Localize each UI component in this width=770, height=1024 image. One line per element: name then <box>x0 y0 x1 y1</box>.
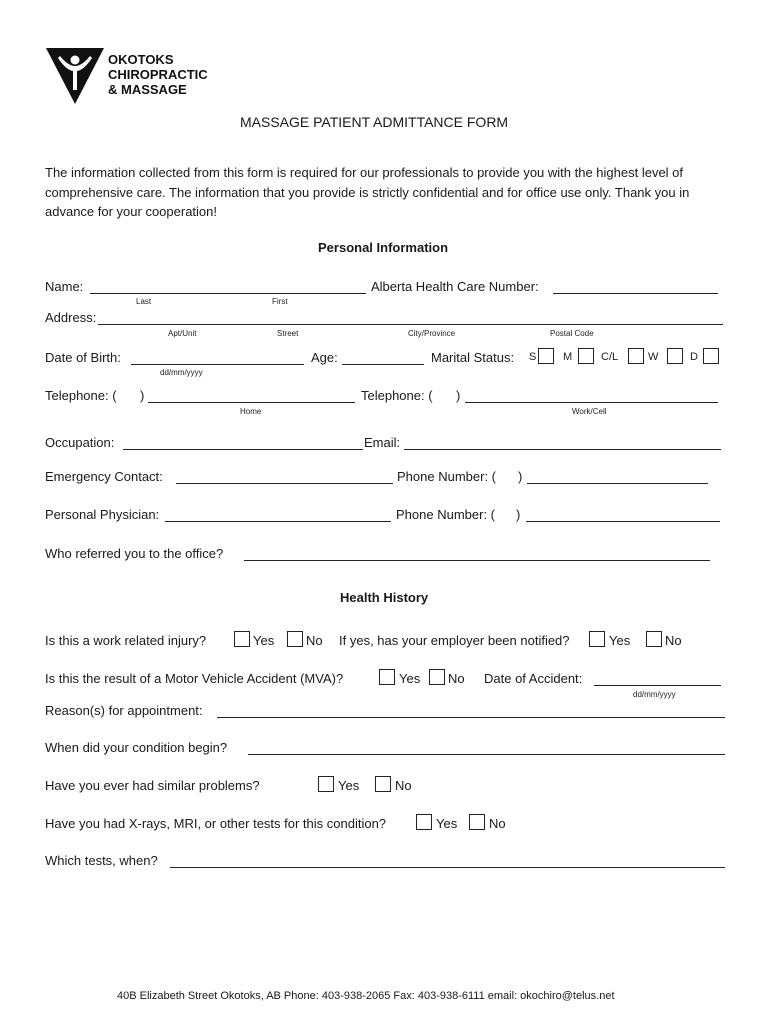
logo-text <box>108 52 208 97</box>
emergency-phone-close: ) <box>518 469 523 484</box>
tel-home-hint: Home <box>240 407 262 416</box>
xray-question: Have you had X-rays, MRI, or other tests for this condition? <box>45 816 387 831</box>
last-hint: Last <box>136 297 152 306</box>
physician-phone-close: ) <box>516 507 521 522</box>
mva-no-checkbox[interactable] <box>429 669 445 685</box>
condition-begin-label: When did your condition begin? <box>45 740 228 755</box>
logo <box>46 46 106 106</box>
mva-question: Is this the result of a Motor Vehicle Accident (MVA)? <box>45 671 344 686</box>
tel-work-field[interactable] <box>465 402 718 403</box>
dob-hint: dd/mm/yyyy <box>160 368 203 377</box>
employer-yes-checkbox[interactable] <box>589 631 605 647</box>
marital-cl-label: C/L <box>601 351 619 363</box>
marital-s-label: S <box>529 351 537 363</box>
which-tests-label: Which tests, when? <box>45 853 158 868</box>
mva-yes-label: Yes <box>399 671 421 686</box>
address-field[interactable] <box>98 324 723 325</box>
tel-work-hint: Work/Cell <box>572 407 607 416</box>
marital-d-checkbox[interactable] <box>703 348 719 364</box>
reasons-label: Reason(s) for appointment: <box>45 703 203 718</box>
name-field[interactable] <box>90 293 366 294</box>
marital-m-checkbox[interactable] <box>578 348 594 364</box>
email-field[interactable] <box>404 449 721 450</box>
physician-field[interactable] <box>165 521 391 522</box>
work-injury-question: Is this a work related injury? <box>45 633 207 648</box>
work-injury-no-checkbox[interactable] <box>287 631 303 647</box>
reasons-field[interactable] <box>217 717 725 718</box>
accident-date-hint: dd/mm/yyyy <box>633 690 676 699</box>
work-injury-yes-label: Yes <box>253 633 275 648</box>
physician-label: Personal Physician: <box>45 507 160 522</box>
marital-w-label: W <box>648 351 659 363</box>
employer-no-checkbox[interactable] <box>646 631 662 647</box>
first-hint: First <box>272 297 288 306</box>
occupation-field[interactable] <box>123 449 363 450</box>
work-injury-yes-checkbox[interactable] <box>234 631 250 647</box>
occupation-label: Occupation: <box>45 435 115 450</box>
physician-phone-label: Phone Number: ( <box>396 507 495 522</box>
tel-work-close: ) <box>456 388 461 403</box>
ahc-field[interactable] <box>553 293 718 294</box>
dob-label: Date of Birth: <box>45 350 121 365</box>
similar-yes-checkbox[interactable] <box>318 776 334 792</box>
tel-home-close: ) <box>140 388 145 403</box>
ahc-label: Alberta Health Care Number: <box>371 279 539 294</box>
emergency-phone-field[interactable] <box>527 483 708 484</box>
dob-field[interactable] <box>131 364 304 365</box>
work-injury-no-label: No <box>306 633 323 648</box>
intro-paragraph: The information collected from this form is required for our professionals to provide you with the highest level of comprehensive care. The information that you provide is strictly confidential and for office use only. Thank you in advance for your cooperation! <box>45 165 690 219</box>
emergency-label: Emergency Contact: <box>45 469 163 484</box>
marital-w-checkbox[interactable] <box>667 348 683 364</box>
apt-hint: Apt/Unit <box>168 329 197 338</box>
footer-contact: 40B Elizabeth Street Okotoks, AB Phone: 403-938-2065 Fax: 403-938-6111 email: okochiro@telus.net <box>117 990 615 1002</box>
employer-yes-label: Yes <box>609 633 631 648</box>
marital-label: Marital Status: <box>431 350 515 365</box>
accident-date-label: Date of Accident: <box>484 671 583 686</box>
tel-work-label: Telephone: ( <box>361 388 433 403</box>
similar-yes-label: Yes <box>338 778 360 793</box>
marital-m-label: M <box>563 351 573 363</box>
name-label: Name: <box>45 279 84 294</box>
age-field[interactable] <box>342 364 424 365</box>
employer-no-label: No <box>665 633 682 648</box>
email-label: Email: <box>364 435 401 450</box>
emergency-phone-label: Phone Number: ( <box>397 469 496 484</box>
health-history-heading: Health History <box>340 590 429 605</box>
accident-date-field[interactable] <box>594 685 721 686</box>
mva-no-label: No <box>448 671 465 686</box>
similar-no-label: No <box>395 778 412 793</box>
condition-begin-field[interactable] <box>248 754 725 755</box>
tel-home-label: Telephone: ( <box>45 388 117 403</box>
similar-no-checkbox[interactable] <box>375 776 391 792</box>
form-title: MASSAGE PATIENT ADMITTANCE FORM <box>240 114 509 130</box>
marital-cl-checkbox[interactable] <box>628 348 644 364</box>
physician-phone-field[interactable] <box>526 521 720 522</box>
xray-no-checkbox[interactable] <box>469 814 485 830</box>
city-hint: City/Province <box>408 329 456 338</box>
personal-info-heading: Personal Information <box>318 240 449 255</box>
referred-label: Who referred you to the office? <box>45 546 224 561</box>
logo-line-3: & MASSAGE <box>108 82 187 97</box>
address-label: Address: <box>45 310 97 325</box>
referred-field[interactable] <box>244 560 710 561</box>
mva-yes-checkbox[interactable] <box>379 669 395 685</box>
emergency-field[interactable] <box>176 483 393 484</box>
age-label: Age: <box>311 350 338 365</box>
xray-yes-label: Yes <box>436 816 458 831</box>
employer-notified-question: If yes, has your employer been notified? <box>339 633 570 648</box>
street-hint: Street <box>277 329 299 338</box>
chiropractic-figure-logo-icon <box>46 46 106 106</box>
xray-no-label: No <box>489 816 506 831</box>
tel-home-field[interactable] <box>148 402 355 403</box>
xray-yes-checkbox[interactable] <box>416 814 432 830</box>
marital-s-checkbox[interactable] <box>538 348 554 364</box>
similar-problems-question: Have you ever had similar problems? <box>45 778 260 793</box>
postal-hint: Postal Code <box>550 329 594 338</box>
logo-line-1: OKOTOKS <box>108 52 174 67</box>
marital-d-label: D <box>690 351 698 363</box>
logo-line-2: CHIROPRACTIC <box>108 67 208 82</box>
which-tests-field[interactable] <box>170 867 725 868</box>
